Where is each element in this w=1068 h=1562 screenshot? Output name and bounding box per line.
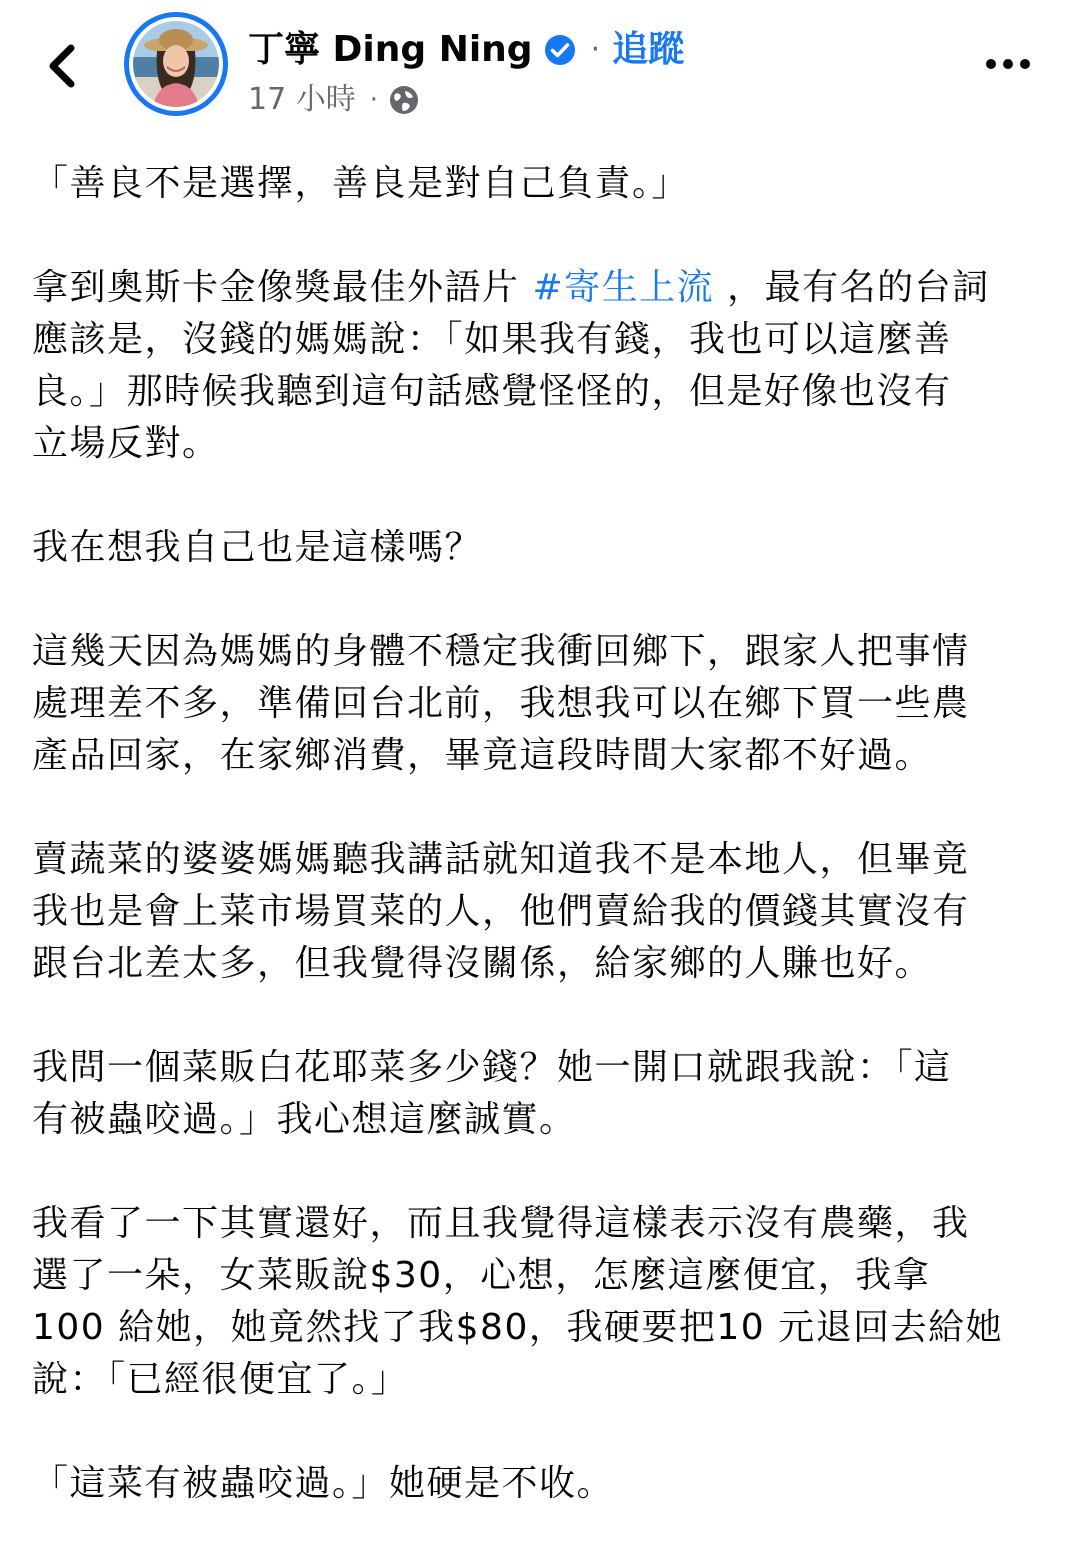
post-paragraph-4: 這幾天因為媽媽的身體不穩定我衝回鄉下，跟家人把事情 處理差不多，準備回台北前，我想我可以在鄉下買一些農 產品回家，在家鄉消費，畢竟這段時間大家都不好過。 (32, 631, 970, 776)
back-button[interactable] (36, 36, 88, 96)
post-meta (248, 78, 420, 122)
more-options-button[interactable] (980, 44, 1036, 84)
post-paragraph-5: 賣蔬菜的婆婆媽媽聽我講話就知道我不是本地人，但畢竟 我也是會上菜市場買菜的人，他們賣給我的價錢其實沒有 跟台北差太多，但我覺得沒關係，給家鄉的人賺也好。 (32, 839, 970, 984)
post-text (32, 158, 1036, 1562)
post-paragraph-2 (32, 262, 1036, 470)
name-separator: · (590, 32, 601, 67)
verified-badge-icon (543, 33, 577, 67)
meta-separator: · (369, 85, 378, 115)
post-paragraph-7: 我看了一下其實還好，而且我覺得這樣表示沒有農藥，我 選了一朵，女菜販說$30，心想，怎麼這麼便宜，我拿 100 給她，她竟然找了我$80，我硬要把10 元退回去給她 說：「已經很便宜了。」 (32, 1203, 1004, 1400)
page-name[interactable]: 丁寧 Ding Ning (248, 29, 533, 70)
avatar[interactable] (124, 12, 228, 116)
author-row (248, 24, 684, 76)
post-timestamp[interactable]: 17 小時 (248, 82, 356, 117)
post-paragraph-8: 「這菜有被蟲咬過。」她硬是不收。 (32, 1463, 615, 1504)
post-paragraph-2-lead: 拿到奧斯卡金像獎最佳外語片 (32, 267, 533, 308)
hashtag-link[interactable]: #寄生上流 (532, 267, 715, 308)
post-header (0, 0, 1068, 135)
more-horizontal-icon (984, 57, 1032, 71)
post-paragraph-1: 「善良不是選擇，善良是對自己負責。」 (32, 163, 690, 204)
post-paragraph-3: 我在想我自己也是這樣嗎？ (32, 527, 483, 568)
post-paragraph-2-rest: ，最有名的台詞 應該是，沒錢的媽媽說：「如果我有錢，我也可以這麼善 良。」那時候我聽到這句話感覺怪怪的，但是好像也沒有 立場反對。 (32, 267, 990, 464)
chevron-left-icon (45, 42, 79, 90)
globe-icon (388, 84, 420, 116)
follow-button[interactable]: 追蹤 (612, 29, 685, 70)
post-paragraph-6: 我問一個菜販白花耶菜多少錢？她一開口就跟我說：「這 有被蟲咬過。」我心想這麼誠實。 (32, 1047, 952, 1140)
avatar-photo (133, 21, 219, 107)
